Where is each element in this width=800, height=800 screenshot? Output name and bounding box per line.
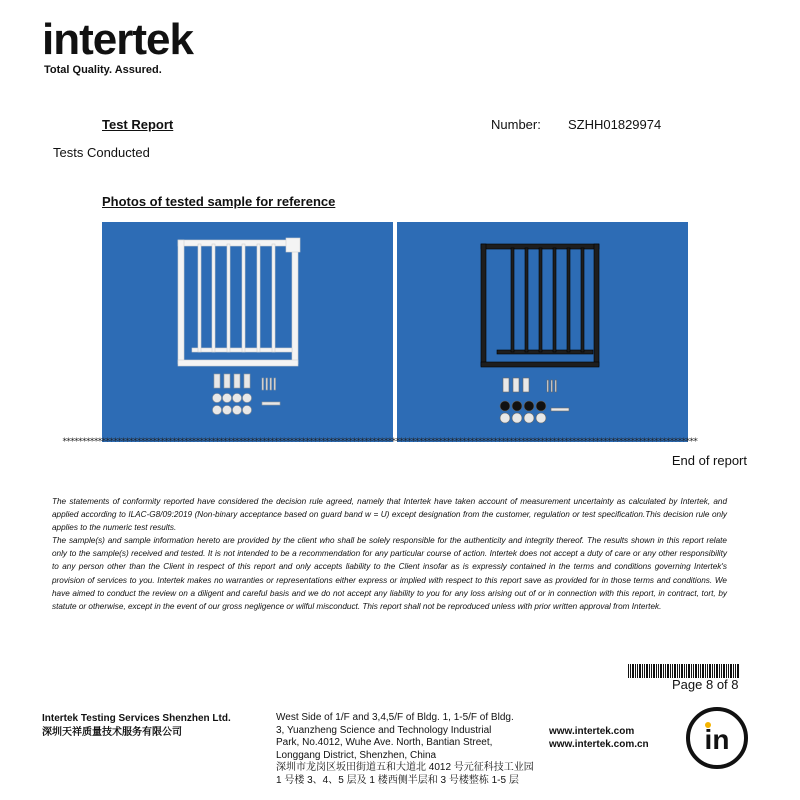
end-of-report: End of report <box>671 453 747 468</box>
logo-tagline: Total Quality. Assured. <box>44 64 162 76</box>
intertek-circle-logo-icon <box>684 705 750 771</box>
photo-black-gate <box>397 222 688 442</box>
page-number: Page 8 of 8 <box>672 677 739 692</box>
section-title: Tests Conducted <box>53 145 150 160</box>
photo-white-gate <box>102 222 393 442</box>
address-line: 3, Yuanzheng Science and Technology Industrial <box>276 724 492 736</box>
company-address <box>276 712 548 788</box>
logo-word: intertek <box>42 15 193 64</box>
website-link[interactable]: www.intertek.com.cn <box>549 739 649 750</box>
address-line: West Side of 1/F and 3,4,5/F of Bldg. 1, 1-5/F of Bldg. <box>276 712 514 723</box>
disclaimer-paragraph: The statements of conformity reported have considered the decision rule agreed, namely that Intertek have taken account of measurement uncertainty as calculated by Intertek, and applied according to ILAC-G8/09:2019 (Non-binary acceptance based on guard band w = U) except designation from the customer, regulation or test specification.This decision rule only applies to the numeric test results. <box>52 497 727 533</box>
disclaimer-paragraph: The sample(s) and sample information hereto are provided by the client who shall be solely responsible for the authenticity and integrity thereof. The results shown in this report relate only to the sample(s) received and tested. It is not intended to be a recommendation for any particular course of action. Intertek does not accept a duty of care or any other responsibility to any person other than the Client in respect of this report and only accepts liability to the Client insofar as is expressly contained in the terms and conditions governing Intertek's provision of services to you. Intertek makes no warranties or representations either express or implied with respect to this report save as provided for in those terms and conditions. We have aimed to conduct the review on a diligent and careful basis and we do not accept any liability to you for any loss arising out of or in connection with this report, in contract, tort, by statute or otherwise, except in the event of our gross negligence or wilful misconduct. This report shall not be reproduced unless with prior written approval from Intertek. <box>52 536 727 611</box>
disclaimer <box>52 495 727 613</box>
company-name-cn: 深圳天祥质量技术服务有限公司 <box>42 727 182 738</box>
photos-heading: Photos of tested sample for reference <box>102 194 336 209</box>
website-link[interactable]: www.intertek.com <box>549 726 635 737</box>
address-line: 1 号楼 3、4、5 层及 1 楼西侧半层和 3 号楼整栋 1-5 层 <box>276 774 519 786</box>
separator-stars: ****************************************************************************************************************************************************************** <box>62 437 697 447</box>
white-gate-illustration <box>102 222 393 442</box>
intertek-logo <box>42 14 193 66</box>
number-label: Number: <box>491 117 541 132</box>
report-title: Test Report <box>102 117 174 132</box>
address-line: Longgang District, Shenzhen, China <box>276 749 437 761</box>
website-links <box>549 725 649 751</box>
black-gate-illustration <box>397 222 688 442</box>
address-line: Park, No.4012, Wuhe Ave. North, Bantian Street, <box>276 737 493 749</box>
report-number: SZHH01829974 <box>568 117 662 132</box>
address-line: 深圳市龙岗区坂田街道五和大道北 4012 号元征科技工业园 <box>276 762 534 774</box>
company-name-en: Intertek Testing Services Shenzhen Ltd. <box>42 713 231 724</box>
barcode <box>628 664 740 678</box>
company-name <box>42 712 231 740</box>
logo-mark: in <box>704 724 730 755</box>
